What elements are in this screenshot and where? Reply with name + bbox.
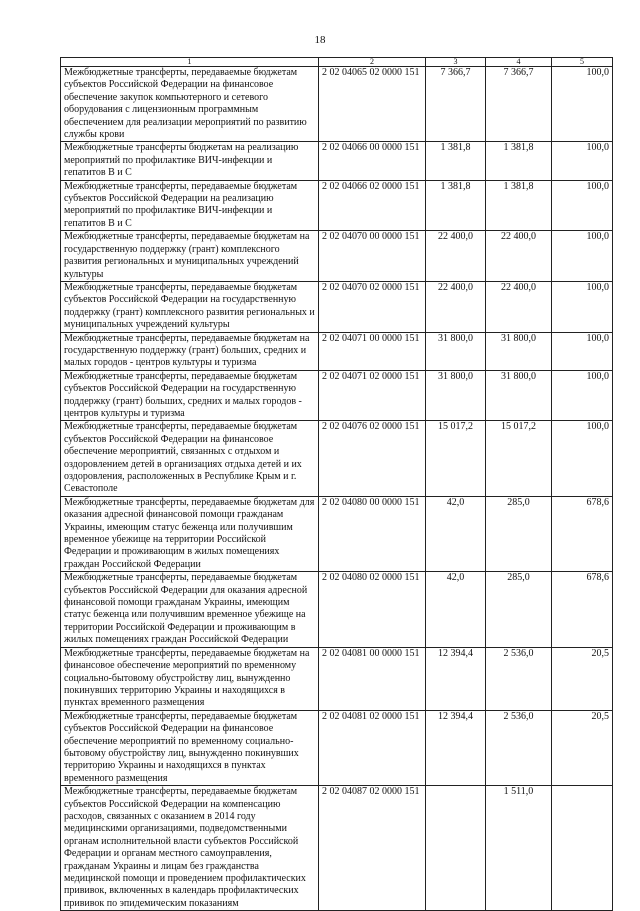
budget-table: [60, 57, 613, 911]
row-actual-value: 285,0: [486, 496, 552, 571]
row-plan-value: 22 400,0: [426, 231, 486, 282]
row-actual-value: 7 366,7: [486, 67, 552, 142]
row-plan-value: [426, 786, 486, 911]
row-budget-code: 2 02 04070 02 0000 151: [319, 281, 426, 332]
row-actual-value: 285,0: [486, 572, 552, 647]
row-percent-value: 100,0: [552, 281, 613, 332]
row-budget-code: 2 02 04080 00 0000 151: [319, 496, 426, 571]
table-row: [61, 647, 613, 710]
row-description: Межбюджетные трансферты, передаваемые бюджетам субъектов Российской Федерации на государственную поддержку (грант) комплексного развития региональных и муниципальных учреждений культуры: [61, 281, 319, 332]
column-number-row: [61, 58, 613, 67]
column-header: 4: [486, 58, 552, 67]
column-header: 5: [552, 58, 613, 67]
row-plan-value: 31 800,0: [426, 332, 486, 370]
column-header: 2: [319, 58, 426, 67]
row-budget-code: 2 02 04066 00 0000 151: [319, 142, 426, 180]
row-description: Межбюджетные трансферты, передаваемые бюджетам субъектов Российской Федерации на компенсацию расходов, связанных с оказанием в 2014 году медицинскими организациями, подведомственными органам исполнительной власти субъектов Российской Федерации и органам местного самоуправления, гражданам Украины и лицам без гражданства медицинской помощи и проведением профилактических прививок, включенных в календарь профилактических прививок по эпидемическим показаниям: [61, 786, 319, 911]
row-plan-value: 22 400,0: [426, 281, 486, 332]
table-row: [61, 67, 613, 142]
row-plan-value: 12 394,4: [426, 710, 486, 785]
table-row: [61, 496, 613, 571]
table-row: [61, 142, 613, 180]
row-plan-value: 1 381,8: [426, 180, 486, 231]
table-row: [61, 710, 613, 785]
row-plan-value: 12 394,4: [426, 647, 486, 710]
row-actual-value: 1 381,8: [486, 180, 552, 231]
table-row: [61, 180, 613, 231]
row-budget-code: 2 02 04081 00 0000 151: [319, 647, 426, 710]
row-percent-value: 100,0: [552, 180, 613, 231]
row-percent-value: [552, 786, 613, 911]
row-description: Межбюджетные трансферты, передаваемые бюджетам субъектов Российской Федерации на финансовое обеспечение мероприятий, связанных с отдыхом и оздоровлением детей в организациях отдыха детей и их оздоровления, расположенных в Республике Крым и г. Севастополе: [61, 421, 319, 496]
row-description: Межбюджетные трансферты, передаваемые бюджетам на финансовое обеспечение мероприятий по временному социально-бытовому обустройству лиц, вынужденно покинувших территорию Украины и находящихся в пунктах временного размещения: [61, 647, 319, 710]
column-header: 1: [61, 58, 319, 67]
table-row: [61, 786, 613, 911]
row-description: Межбюджетные трансферты, передаваемые бюджетам на государственную поддержку (грант) больших, средних и малых городов - центров культуры и туризма: [61, 332, 319, 370]
table-row: [61, 231, 613, 282]
row-actual-value: 15 017,2: [486, 421, 552, 496]
row-actual-value: 22 400,0: [486, 231, 552, 282]
row-plan-value: 1 381,8: [426, 142, 486, 180]
row-budget-code: 2 02 04076 02 0000 151: [319, 421, 426, 496]
row-plan-value: 42,0: [426, 572, 486, 647]
row-actual-value: 1 381,8: [486, 142, 552, 180]
row-budget-code: 2 02 04081 02 0000 151: [319, 710, 426, 785]
row-plan-value: 31 800,0: [426, 370, 486, 421]
row-percent-value: 100,0: [552, 231, 613, 282]
table-row: [61, 370, 613, 421]
row-budget-code: 2 02 04071 02 0000 151: [319, 370, 426, 421]
row-budget-code: 2 02 04066 02 0000 151: [319, 180, 426, 231]
row-budget-code: 2 02 04065 02 0000 151: [319, 67, 426, 142]
row-actual-value: 31 800,0: [486, 370, 552, 421]
table-row: [61, 332, 613, 370]
row-actual-value: 2 536,0: [486, 710, 552, 785]
row-actual-value: 2 536,0: [486, 647, 552, 710]
row-percent-value: 100,0: [552, 332, 613, 370]
row-plan-value: 7 366,7: [426, 67, 486, 142]
row-percent-value: 20,5: [552, 710, 613, 785]
row-percent-value: 100,0: [552, 67, 613, 142]
row-actual-value: 31 800,0: [486, 332, 552, 370]
row-budget-code: 2 02 04087 02 0000 151: [319, 786, 426, 911]
row-percent-value: 678,6: [552, 496, 613, 571]
row-percent-value: 100,0: [552, 421, 613, 496]
row-percent-value: 678,6: [552, 572, 613, 647]
row-description: Межбюджетные трансферты, передаваемые бюджетам на государственную поддержку (грант) комплексного развития региональных и муниципальных учреждений культуры: [61, 231, 319, 282]
row-description: Межбюджетные трансферты бюджетам на реализацию мероприятий по профилактике ВИЧ-инфекции и гепатитов В и С: [61, 142, 319, 180]
row-budget-code: 2 02 04071 00 0000 151: [319, 332, 426, 370]
column-header: 3: [426, 58, 486, 67]
row-description: Межбюджетные трансферты, передаваемые бюджетам субъектов Российской Федерации для оказания адресной финансовой помощи гражданам Украины, имеющим статус беженца или получившим временное убежище на территории Российской Федерации и проживающим в жилых помещениях граждан Российской Федерации: [61, 572, 319, 647]
row-description: Межбюджетные трансферты, передаваемые бюджетам субъектов Российской Федерации на финансовое обеспечение закупок компьютерного и сетевого оборудования с лицензионным программным обеспечением для реализации мероприятий по развитию службы крови: [61, 67, 319, 142]
row-percent-value: 100,0: [552, 142, 613, 180]
page-number: 18: [314, 34, 326, 46]
row-budget-code: 2 02 04070 00 0000 151: [319, 231, 426, 282]
row-percent-value: 100,0: [552, 370, 613, 421]
row-actual-value: 22 400,0: [486, 281, 552, 332]
table-row: [61, 572, 613, 647]
row-description: Межбюджетные трансферты, передаваемые бюджетам субъектов Российской Федерации на реализацию мероприятий по профилактике ВИЧ-инфекции и гепатитов В и С: [61, 180, 319, 231]
row-description: Межбюджетные трансферты, передаваемые бюджетам субъектов Российской Федерации на финансовое обеспечение мероприятий по временному социально-бытовому обустройству лиц, вынужденно покинувших территорию Украины и находящихся в пунктах временного размещения: [61, 710, 319, 785]
row-description: Межбюджетные трансферты, передаваемые бюджетам субъектов Российской Федерации на государственную поддержку (грант) больших, средних и малых городов - центров культуры и туризма: [61, 370, 319, 421]
row-description: Межбюджетные трансферты, передаваемые бюджетам для оказания адресной финансовой помощи гражданам Украины, имеющим статус беженца или получившим временное убежище на территории Российской Федерации и проживающим в жилых помещениях граждан Российской Федерации: [61, 496, 319, 571]
table-row: [61, 281, 613, 332]
row-plan-value: 42,0: [426, 496, 486, 571]
row-budget-code: 2 02 04080 02 0000 151: [319, 572, 426, 647]
table-row: [61, 421, 613, 496]
row-plan-value: 15 017,2: [426, 421, 486, 496]
row-actual-value: 1 511,0: [486, 786, 552, 911]
row-percent-value: 20,5: [552, 647, 613, 710]
